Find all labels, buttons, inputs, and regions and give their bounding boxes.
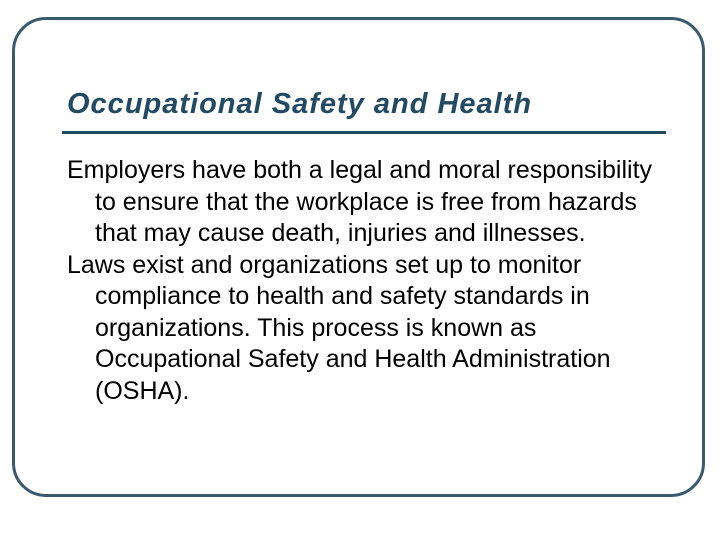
body-paragraph-employers: Employers have both a legal and moral responsibility to ensure that the workplace is free from hazards that may cause death, injuries and illnesses.	[67, 156, 653, 247]
title-divider	[62, 131, 666, 134]
body-paragraph-laws: Laws exist and organizations set up to monitor compliance to health and safety standards in organizations. This process is known as Occupational Safety and Health Administration (OSHA).	[67, 250, 611, 405]
slide-body	[67, 155, 677, 407]
slide-title: Occupational Safety and Health	[67, 88, 533, 120]
